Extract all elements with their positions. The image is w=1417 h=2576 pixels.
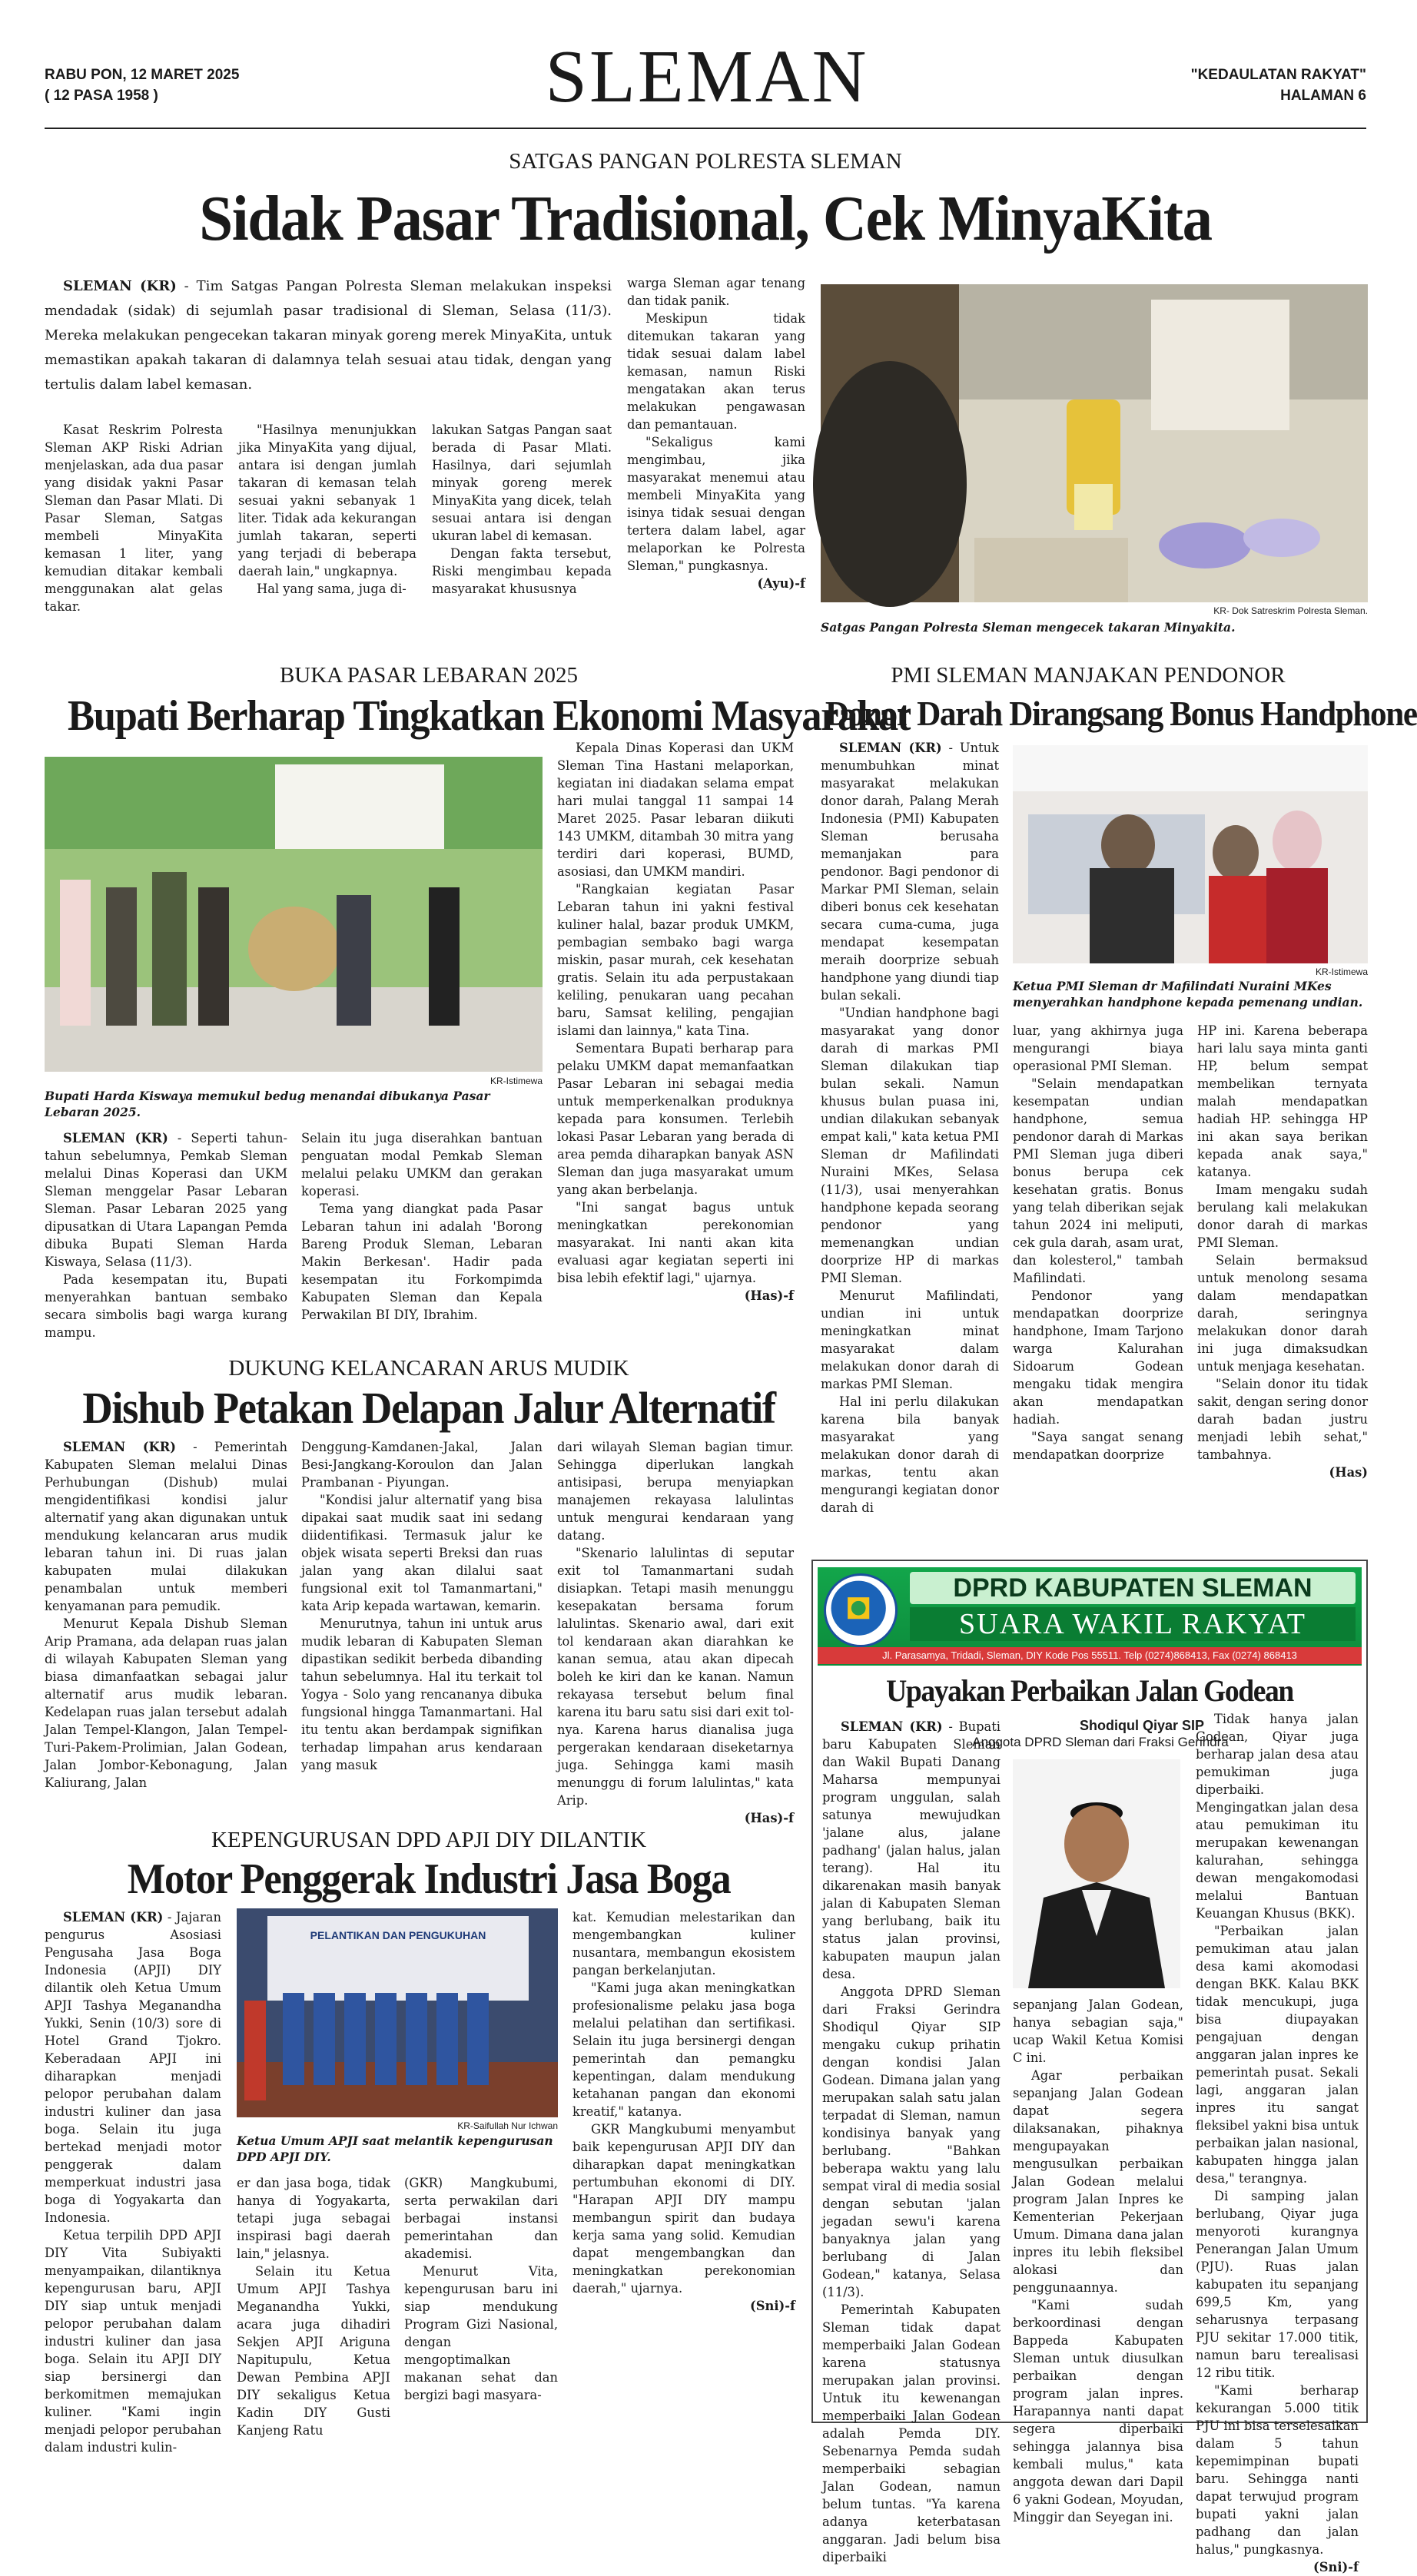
a4-headline: Dishub Petakan Delapan Jalur Alternatif <box>82 1383 775 1433</box>
a5-col2: er dan jasa boga, tidak hanya di Yogyakarta, tetapi juga sebagai inspirasi bagi daerah lain," jelasnya. Selain itu Ketua Umum APJI Tashya Meganandha Yukki, acara juga dihadiri Sekjen APJI Ariguna Napitupulu, Ketua Dewan Pembina APJI DIY sekaligus Ketua Kadin DIY Gusti Kanjeng Ratu <box>237 2176 390 2438</box>
dprd-banner-mid: SUARA WAKIL RAKYAT <box>910 1607 1356 1641</box>
a3-col3: HP ini. Karena beberapa hari lalu saya minta ganti HP, belum sempat membelikan ternyata malah mendapatkan hadiah HP. sehingga HP ini akan saya berikan kepada anak saya," katanya. Imam mengaku sudah berulang kali melakukan donor darah di markas PMI Sleman. Selain bermaksud untuk menolong sesama dalam mendapatkan darah, seringnya melakukan donor darah ini juga dimaksudkan untuk menjaga kesehatan. "Selain donor itu tidak sakit, dengan sering donor darah badan justru menjadi lebih sehat," tambahnya. (Has) <box>1197 1023 1368 1480</box>
a1-col2: "Hasilnya menunjukkan jika MinyaKita yang dijual, antara isi dengan jumlah takaran di kemasan telah sesuai yakni sebanyak 1 liter. Tidak ada kekurangan jumlah takaran, seperti yang terjadi di beberapa daerah lain," ungkapnya. Hal yang sama, juga di- <box>238 423 416 596</box>
a3-kicker: PMI SLEMAN MANJAKAN PENDONOR <box>891 663 1286 688</box>
a3-caption: Ketua PMI Sleman dr Mafilindati Nuraini MKes menyerahkan handphone kepada pemenang undian. <box>1013 979 1363 1010</box>
a1-lead: SLEMAN (KR) - Tim Satgas Pangan Polresta Sleman melakukan inspeksi mendadak (sidak) di sejumlah pasar tradisional di Sleman, Selasa (11/3). Mereka melakukan pengecekan takaran minyak goreng merek MinyaKita, untuk memastikan apakah takaran di dalamnya telah sesuai atau tidak, dengan yang tertulis dalam label kemasan. <box>45 278 612 393</box>
a4-signature: (Has)-f <box>744 1811 794 1825</box>
a3-photo <box>1013 745 1368 963</box>
a3-col2: luar, yang akhirnya juga mengurangi biaya operasional PMI Sleman. "Selain mendapatkan kesempatan undian handphone, semua pendonor darah di Markas PMI Sleman juga diberi bonus berupa cek kesehatan gratis. Bonus yang telah diberikan sejak tahun 2024 ini meliputi, cek gula darah, asam urat, dan kolesterol," tambah Mafilindati. Pendonor yang mendapatkan doorprize handphone, Imam Tarjono warga Kalurahan Sidoarum Godean mengaku tidak mengira akan mendapatkan hadiah. "Saya sangat senang mendapatkan doorprize <box>1013 1023 1183 1462</box>
a1-col3: lakukan Satgas Pangan saat berada di Pasar Mlati. Hasilnya, dari sejumlah minyak goreng merek MinyaKita yang dicek, telah sesuai antara isi dengan ukuran label di kemasan. Dengan fakta tersebut, Riski mengimbau kepada masyarakat khususnya <box>432 423 612 596</box>
a2-col1: SLEMAN (KR) - Seperti tahun-tahun sebelumnya, Pemkab Sleman melalui Dinas Koperasi dan UKM Sleman menggelar Pasar Lebaran Sleman. Pasar Lebaran 2025 yang dipusatkan di Utara Lapangan Pemda dibuka Bupati Sleman Harda Kiswaya, Selasa (11/3). Pada kesempatan itu, Bupati menyerahkan bantuan sembako secara simbolis bagi warga kurang mampu. <box>45 1131 287 1340</box>
dprd-banner <box>818 1567 1362 1666</box>
dprd-logo <box>824 1573 898 1647</box>
a3-col1: SLEMAN (KR) - Untuk menumbuhkan minat masyarakat melakukan donor darah, Palang Merah Indonesia (PMI) Kabupaten Sleman berusaha memanjakan para pendonor. Bagi pendonor di Markar PMI Sleman, selain diberi bonus cek kesehatan secara cuma-cuma, juga mendapat kesempatan meraih doorprize sebuah handphone yang diundi tiap bulan sekali. "Undian handphone bagi masyarakat yang donor darah di markas PMI Sleman dilakukan tiap bulan sekali. Namun khusus bulan puasa ini, undian dilakukan sebanyak empat kali," kata ketua PMI Sleman dr Mafilindati Nuraini MKes, Selasa (11/3), usai menyerahkan handphone kepada seorang pendonor yang memenangkan undian doorprize HP di markas PMI Sleman. Menurut Mafilindati, undian ini untuk meningkatkan minat masyarakat dalam melakukan donor darah di markas PMI Sleman. Hal ini perlu dilakukan karena bila banyak masyarakat yang melakukan donor darah di markas, tentu akan mengurangi kegiatan donor darah di <box>821 741 999 1515</box>
a2-signature: (Has)-f <box>744 1288 794 1303</box>
a2-kicker: BUKA PASAR LEBARAN 2025 <box>279 663 579 688</box>
a1-headline: Sidak Pasar Tradisional, Cek MinyaKita <box>199 183 1212 254</box>
page-number: HALAMAN 6 <box>1280 88 1366 104</box>
a2-col2: Selain itu juga diserahkan bantuan penguatan modal Pemkab Sleman melalui pelaku UMKM dan gerakan koperasi. Tema yang diangkat pada Pasar Lebaran tahun ini adalah 'Borong Bareng Produk Sleman, Lebaran Makin Berkesan'. Hadir pada kesempatan itu Forkompimda Kabupaten Sleman dan Kepala Perwakilan BI DIY, Ibrahim. <box>301 1131 543 1322</box>
a4-col2: Denggung-Kamdanen-Jakal, Jalan Besi-Jangkang-Koroulon dan Jalan Prambanan - Piyungan. "Kondisi jalur alternatif yang bisa dipakai saat mudik saat ini sedang diidentifikasi. Termasuk jalur ke objek wisata seperti Breksi dan ruas jalan yang akan dilalui saat fungsional exit tol Tamanmartani," kata Arip kepada wartawan, kemarin. Menurutnya, tahun ini untuk arus mudik lebaran di Kabupaten Sleman dipastikan sedikit berbeda dibanding tahun sebelumnya. Hal itu terkait tol Yogya - Solo yang rencananya dibuka fungsional hingga Tamanmartani. Hal itu tentu akan berdampak signifikan terhadap limpahan arus kendaraan yang masuk <box>301 1440 543 1772</box>
a2-caption: Bupati Harda Kiswaya memukul bedug menandai dibukanya Pasar Lebaran 2025. <box>45 1089 490 1119</box>
a5-kicker: KEPENGURUSAN DPD APJI DIY DILANTIK <box>211 1828 647 1852</box>
dprd-portrait <box>1013 1759 1180 1988</box>
a2-col3: Kepala Dinas Koperasi dan UKM Sleman Tina Hastani melaporkan, kegiatan ini diadakan selama empat hari mulai tanggal 11 sampai 14 Maret 2025. Pasar lebaran diikuti 143 UMKM, ditambah 30 mitra yang terdiri dari koperasi, BUMD, asosiasi, dan UMKM mandiri. "Rangkaian kegiatan Pasar Lebaran tahun ini yakni festival kuliner halal, bazar produk UMKM, pembagian sembako bagi warga miskin, pasar murah, cek kesehatan gratis. Selain itu ada perpustakaan keliling, penukaran uang pecahan baru, Samsat keliling, pengajian islami dan lainnya," kata Tina. Sementara Bupati berharap para pelaku UMKM dapat memanfaatkan Pasar Lebaran ini sebagai media untuk memperkenalkan produknya kepada para konsumen. Terlebih lokasi Pasar Lebaran yang berada di area pemda diharapkan banyak ASN Sleman dan juga masyarakat umum yang akan berbelanja. "Ini sangat bagus untuk meningkatkan perekonomian masyarakat. Ini nanti akan kita evaluasi agar kegiatan seperti ini bisa lebih efektif lagi," ujarnya. (Has)-f <box>557 741 794 1303</box>
dprd-signature: (Sni)-f <box>1313 2560 1359 2574</box>
dprd-col1: SLEMAN (KR) - Bupati baru Kabupaten Sleman dan Wakil Bupati Danang Maharsa mempunyai program unggulan, salah satunya mewujudkan 'jalane alus, jalane padhang' (jalan halus, jalan terang). Hal itu dikarenakan masih banyak jalan di Kabupaten Sleman yang berlubang, baik itu status jalan provinsi, kabupaten maupun jalan desa. Anggota DPRD Sleman dari Fraksi Gerindra Shodiqul Qiyar SIP mengaku cukup prihatin dengan kondisi Jalan Godean. Dimana jalan yang merupakan salah satu jalan terpadat di Sleman, namun kondisinya banyak yang berlubang. "Bahkan beberapa waktu yang lalu sempat viral di media sosial dengan sebutan 'jalan jegadan sewu'i karena banyaknya jalan yang berlubang di Jalan Godean," katanya, Selasa (11/3). Pemerintah Kabupaten Sleman tidak dapat memperbaiki Jalan Godean karena statusnya merupakan jalan provinsi. Untuk itu kewenangan memperbaiki Jalan Godean adalah Pemda DIY. Sebenarnya Pemda sudah memperbaiki sebagian Jalan Godean, namun belum tuntas. "Ya karena adanya keterbatasan anggaran. Jadi belum bisa diperbaiki <box>822 1719 1001 2564</box>
dprd-banner-top: DPRD KABUPATEN SLEMAN <box>910 1572 1356 1604</box>
dprd-headline: Upayakan Perbaikan Jalan Godean <box>886 1673 1293 1708</box>
issue-date: RABU PON, 12 MARET 2025 <box>45 67 240 83</box>
a3-headline: Donor Darah Dirangsang Bonus Handphone <box>825 694 1417 733</box>
dprd-col3: Tidak hanya jalan Godean, Qiyar juga berharap jalan desa atau pemukiman juga diperbaiki. Mengingatkan jalan desa atau pemukiman itu merupakan kewenangan kalurahan, sehingga dewan mengakomodasi melalui Bantuan Keuangan Khusus (BKK). "Perbaikan jalan pemukiman atau jalan desa kami akomodasi dengan BKK. Kalau BKK tidak mencukupi, juga bisa diupayakan pengajuan dengan anggaran jalan inpres ke pemerintah pusat. Sekali lagi, anggaran jalan inpres itu sangat fleksibel yakni bisa untuk perbaikan jalan nasional, kabupaten hingga jalan desa," terangnya. Di samping jalan berlubang, Qiyar juga menyoroti kurangnya Penerangan Jalan Umum (PJU). Ruas jalan kabupaten itu sepanjang 699,5 Km, yang seharusnya terpasang PJU sekitar 17.000 titik, namun baru terealisasi 12 ribu titik. "Kami berharap kekurangan 5.000 titik PJU ini bisa terselesaikan dalam 5 tahun kepemimpinan bupati baru. Sehingga nanti dapat terwujud program bupati yakni jalan padhang dan jalan halus," pungkasnya. (Sni)-f <box>1196 1712 1359 2574</box>
dprd-col2: sepanjang Jalan Godean, hanya sebagian saja," ucap Wakil Ketua Komisi C ini. Agar perbaikan sepanjang Jalan Godean dapat segera dilaksanakan, pihaknya mengupayakan mengusulkan perbaikan Jalan Godean melalui program Jalan Inpres ke Kementerian Pekerjaan Umum. Dimana dana jalan inpres itu lebih fleksibel alokasi dan penggunaannya. "Kami sudah berkoordinasi dengan Bappeda Kabupaten Sleman untuk diusulkan perbaikan dengan program jalan inpres. Harapannya nanti dapat segera diperbaiki sehingga jalannya bisa kembali mulus," kata anggota dewan dari Dapil 6 yakni Godean, Moyudan, Minggir dan Seyegan ini. <box>1013 1997 1183 2525</box>
slogan: "KEDAULATAN RAKYAT" <box>1190 67 1366 83</box>
a1-caption: Satgas Pangan Polresta Sleman mengecek takaran Minyakita. <box>821 620 1236 635</box>
a3-photo-credit: KR-Istimewa <box>1315 966 1368 977</box>
a2-headline: Bupati Berharap Tingkatkan Ekonomi Masyarakat <box>68 692 910 740</box>
issue-pasa: ( 12 PASA 1958 ) <box>45 88 158 104</box>
a1-photo-credit: KR- Dok Satreskrim Polresta Sleman. <box>1213 605 1368 616</box>
a5-caption: Ketua Umum APJI saat melantik kepengurusan DPD APJI DIY. <box>237 2133 553 2164</box>
a5-col3: (GKR) Mangkubumi, serta perwakilan dari berbagai instansi pemerintahan dan akademisi. Menurut Vita, kepengurusan baru ini siap mendukung Program Gizi Nasional, dengan mengoptimalkan makanan sehat dan bergizi bagi masyara- <box>404 2176 558 2402</box>
a5-col1: SLEMAN (KR) - Jajaran pengurus Asosiasi Pengusaha Jasa Boga Indonesia (APJI) DIY dilantik oleh Ketua Umum APJI Tashya Meganandha Yukki, Senin (10/3) sore di Hotel Grand Tjokro. Keberadaan APJI ini diharapkan menjadi pelopor perubahan dalam industri kuliner dan jasa boga. Selain itu juga bertekad menjadi motor penggerak dalam memperkuat industri jasa boga di Yogyakarta dan Indonesia. Ketua terpilih DPD APJI DIY Vita Subiyakti menyampaikan, dilantiknya kepengurusan baru, APJI DIY siap untuk menjadi pelopor perubahan dalam industri kuliner dan jasa boga. Selain itu APJI DIY siap bersinergi dan berkomitmen memajukan kuliner. "Kami ingin menjadi pelopor perubahan dalam industri kulin- <box>45 1910 221 2455</box>
a1-col1: Kasat Reskrim Polresta Sleman AKP Riski Adrian menjelaskan, ada dua pasar yang disidak yakni Pasar Sleman dan Pasar Mlati. Di Pasar Sleman, Satgas membeli MinyaKita kemasan 1 liter, yang kemudian ditakar kembali menggunakan alat gelas takar. <box>45 423 223 614</box>
a4-col1: SLEMAN (KR) - Pemerintah Kabupaten Sleman melalui Dinas Perhubungan (Dishub) mulai mengidentifikasi kondisi jalur alternatif yang akan digunakan untuk mendukung kelancaran arus mudik lebaran tahun ini. Di ruas jalan kabupaten mulai dilakukan penambalan untuk memberi kenyamanan para pemudik. Menurut Kepala Dishub Sleman Arip Pramana, ada delapan ruas jalan di wilayah Kabupaten Sleman yang biasa dimanfaatkan sebagai jalur alternatif arus mudik lebaran. Kedelapan ruas jalan tersebut adalah Jalan Tempel-Klangon, Jalan Tempel-Turi-Pakem-Prolimian, Jalan Godean, Jalan Jombor-Kebonagung, Jalan Kaliurang, Jalan <box>45 1440 287 1790</box>
a3-signature: (Has) <box>1329 1465 1368 1480</box>
a2-photo-credit: KR-Istimewa <box>489 1076 543 1086</box>
a5-photo-credit: KR-Saifullah Nur Ichwan <box>457 2120 558 2131</box>
dprd-address: Jl. Parasamya, Tridadi, Sleman, DIY Kode Pos 55511. Telp (0274)868413, Fax (0274) 868413 <box>818 1647 1362 1664</box>
a5-signature: (Sni)-f <box>750 2299 795 2313</box>
dprd-person-name: Shodiqul Qiyar SIP <box>1079 1718 1205 1733</box>
a1-col4: warga Sleman agar tenang dan tidak panik. Meskipun tidak ditemukan takaran yang tidak sesuai dalam label kemasan, namun Riski mengatakan akan terus melakukan pengawasan dan pemantauan. "Sekaligus kami mengimbau, jika masyarakat menemui atau membeli MinyaKita yang isinya tidak sesuai dengan tertera dalam label, agar melaporkan ke Polresta Sleman," pungkasnya. (Ayu)-f <box>627 276 805 591</box>
a5-photo <box>237 1908 558 2117</box>
a1-signature: (Ayu)-f <box>757 576 805 591</box>
dprd-person-title: Anggota DPRD Sleman dari Fraksi Gerindra <box>972 1735 1229 1749</box>
a5-photo-banner-text: PELANTIKAN DAN PENGUKUHAN <box>310 1929 486 1941</box>
a1-photo <box>821 284 1368 602</box>
a5-headline: Motor Penggerak Industri Jasa Boga <box>127 1855 731 1903</box>
a1-kicker: SATGAS PANGAN POLRESTA SLEMAN <box>509 149 902 174</box>
a2-photo <box>45 757 543 1072</box>
a5-col4: kat. Kemudian melestarikan dan mengembangkan kuliner nusantara, membangun ekosistem pangan berkelanjutan. "Kami juga akan meningkatkan profesionalisme pelaku jasa boga melalui pelatihan dan sertifikasi. Selain itu juga bersinergi dengan pemerintah dan pemangku kepentingan, dalam mendukung ketahanan pangan dan ekonomi kreatif," katanya. GKR Mangkubumi menyambut baik kepengurusan APJI DIY dan diharapkan dapat meningkatkan pertumbuhan ekonomi di DIY. "Harapan APJI DIY mampu membangun spirit dan budaya kerja sama yang solid. Kemudian dapat mengembangkan dan meningkatkan perekonomian daerah," ujarnya. (Sni)-f <box>572 1910 795 2313</box>
a4-col3: dari wilayah Sleman bagian timur. Sehingga diperlukan langkah antisipasi, berupa menyiapkan manajemen rekayasa lalulintas untuk mengurai kendaraan yang datang. "Skenario lalulintas di seputar exit tol Tamanmartani sudah disiapkan. Tetapi masih menunggu kesepakatan bersama forum lalulintas. Skenario awal, dari exit tol kendaraan akan diarahkan ke kanan semua, atau akan dipecah boleh ke kiri dan ke kanan. Namun rekayasa tersebut belum final karena itu baru satu sisi dari exit tol-nya. Karena harus dianalisa juga pergerakan kendaraan diseketarnya juga. Sehingga kami masih menunggu di forum lalulintas," kata Arip. (Has)-f <box>557 1440 794 1825</box>
masthead-rule <box>45 128 1366 129</box>
newspaper-title: SLEMAN <box>545 35 869 118</box>
a4-kicker: DUKUNG KELANCARAN ARUS MUDIK <box>228 1356 629 1381</box>
